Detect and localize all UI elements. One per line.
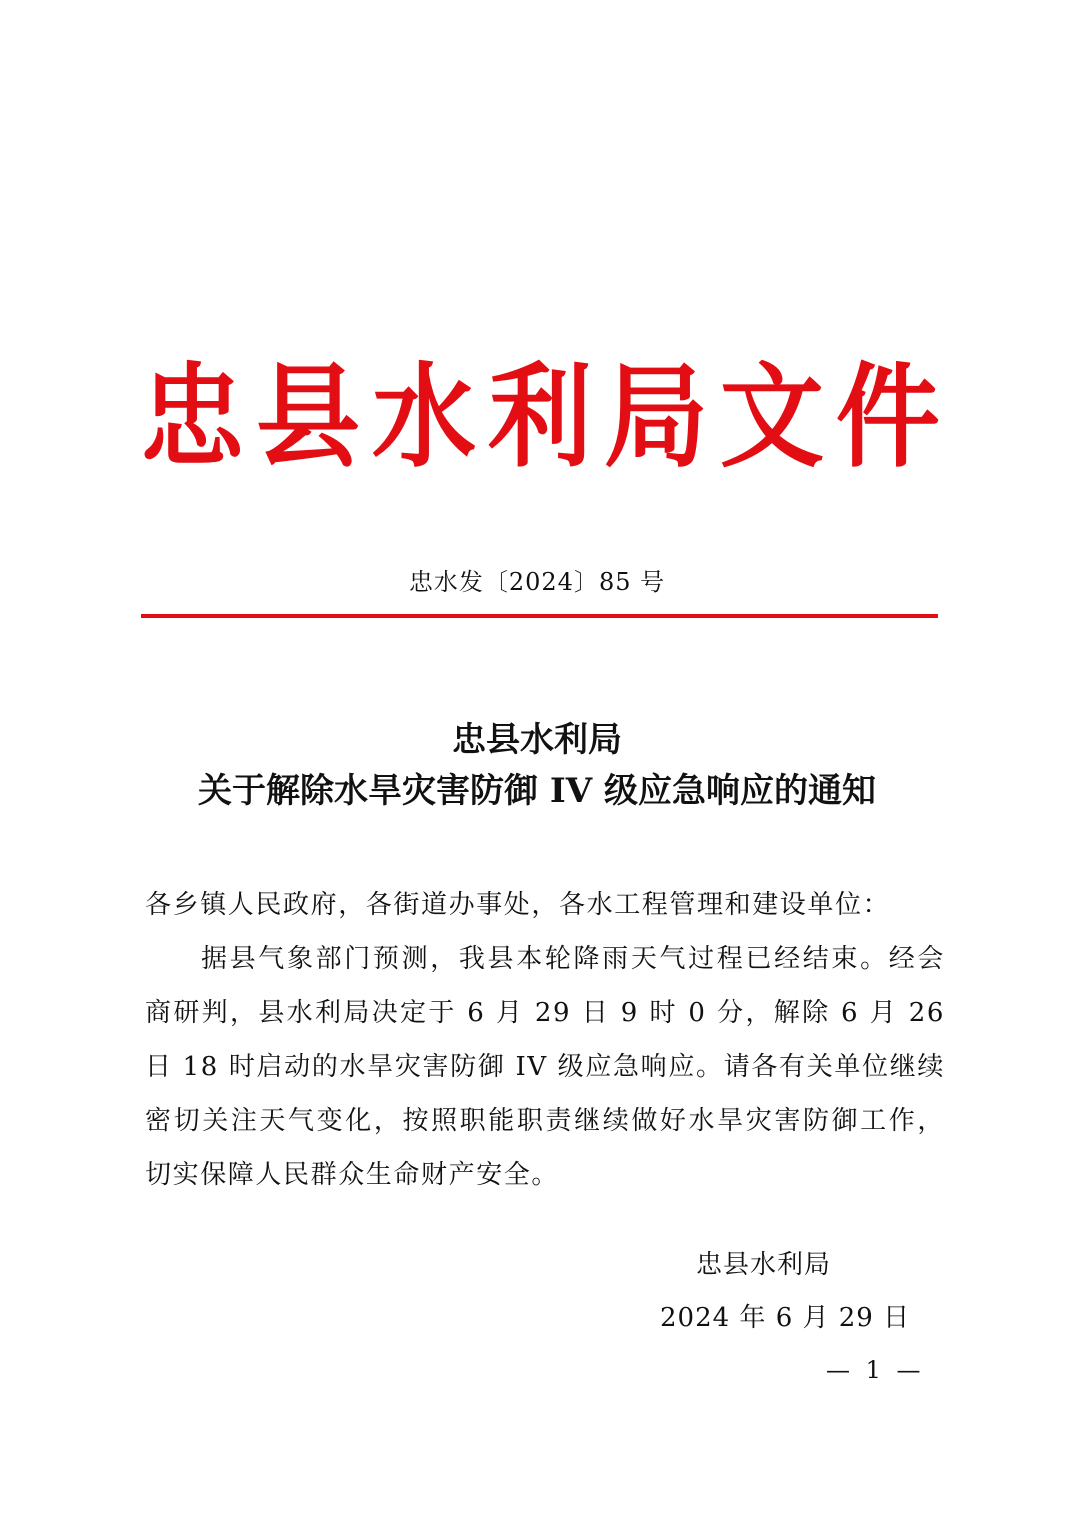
masthead [140,352,940,482]
masthead-char: 县 [255,351,360,483]
masthead-char: 利 [487,351,592,483]
document-number: 忠水发〔2024〕85 号 [408,568,666,596]
salutation: 各乡镇人民政府，各街道办事处，各水工程管理和建设单位： [145,890,891,920]
masthead-char: 局 [603,351,708,483]
body-text [145,878,945,1202]
title-line-1: 忠县水利局 [452,720,622,760]
body-paragraph: 据县气象部门预测，我县本轮降雨天气过程已经结束。经会商研判，县水利局决定于 6 月 29 日 9 时 0 分，解除 6 月 26 日 18 时启动的水旱灾害防御 IV 级应急响应。请各有关单位继续密切关注天气变化，按照职能职责继续做好水旱灾害防御工作，切实保障人民群众生命财产安全。 [145,944,945,1190]
masthead-char: 件 [835,351,940,483]
masthead-char: 忠 [140,351,245,483]
masthead-char: 文 [719,351,824,483]
signature-date: 2024 年 6 月 29 日 [660,1303,911,1333]
masthead-char: 水 [371,351,476,483]
red-divider [141,614,938,618]
title-line-2: 关于解除水旱灾害防御 IV 级应急响应的通知 [198,771,876,811]
signature-org: 忠县水利局 [696,1250,832,1280]
page-number: — 1 — [826,1356,925,1384]
